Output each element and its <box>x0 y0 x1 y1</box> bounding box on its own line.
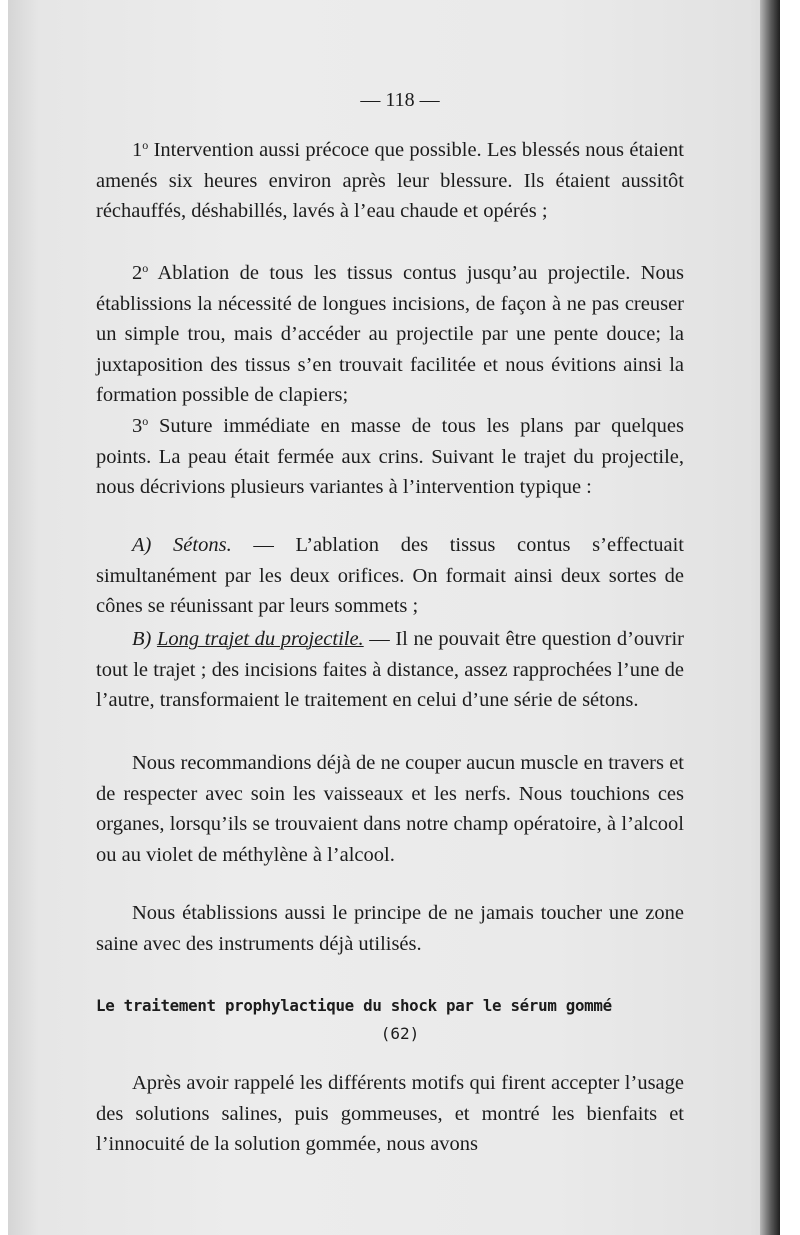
paragraph-text: Suture immédiate en masse de tous les plans par quelques points. La peau était fermée aux crins. Suivant le trajet du projectile, nous décrivions plusieurs variantes à l’intervention typique : <box>96 415 684 499</box>
page-edge-shadow <box>760 0 780 1235</box>
subsection-title: Long trajet du projectile. <box>156 628 364 650</box>
subsection-label: A) <box>132 534 152 556</box>
paragraph-muscles: Nous recommandions déjà de ne couper aucun muscle en travers et de respecter avec soin les vaisseaux et les nerfs. Nous touchions ces organes, lorsqu’ils se trouvaient dans notre champ opératoire, à l’alcool ou au violet de méthylène à l’alcool. <box>96 752 684 866</box>
paragraph-1 <box>96 130 684 227</box>
section-heading: Le traitement prophylactique du shock par le sérum gommé <box>96 996 612 1015</box>
subsection-label: B) <box>132 628 152 650</box>
paragraph-text: Intervention aussi précoce que possible. Les blessés nous étaient amenés six heures environ après leur blessure. Ils étaient aussitôt réchauffés, déshabillés, lavés à l’eau chaude et opérés ; <box>96 139 684 223</box>
paragraph-long-trajet <box>96 624 684 716</box>
paragraph-instruments: Nous établissions aussi le principe de ne jamais toucher une zone saine avec des instruments déjà utilisés. <box>96 902 684 955</box>
section-reference: (62) <box>380 1024 420 1043</box>
paragraph-setons <box>96 530 684 622</box>
paragraph-text: Ablation de tous les tissus contus jusqu’au projectile. Nous établissions la nécessité de longues incisions, de façon à ne pas creuser un simple trou, mais d’accéder au projectile par une pente douce; la juxtaposition des tissus s’en trouvait facilitée et nous évitions ainsi la formation possible de clapiers; <box>96 262 684 407</box>
paragraph-text: — Il ne pouvait être question d’ouvrir tout le trajet ; des incisions faites à distance, assez rapprochées l’une de l’autre, transformaient le traitement en celui d’une série de sétons. <box>96 628 684 712</box>
item-number: 2 <box>132 262 143 284</box>
item-ordinal: o <box>142 261 149 275</box>
page-number: — 118 — <box>360 89 440 111</box>
item-number: 1 <box>132 139 143 161</box>
item-number: 3 <box>132 415 143 437</box>
subsection-title: Sétons. <box>173 534 232 556</box>
item-ordinal: o <box>142 138 149 152</box>
paragraph-text: — L’ablation des tissus contus s’effectuait simultanément par les deux orifices. On formait ainsi deux sortes de cônes se réunissant par leurs sommets ; <box>96 534 685 618</box>
paragraph-2 <box>96 253 684 411</box>
paragraph-3 <box>96 406 684 503</box>
paragraph-shock: Après avoir rappelé les différents motifs qui firent accepter l’usage des solutions salines, puis gommeuses, et montré les bienfaits et l’innocuité de la solution gommée, nous avons <box>96 1072 684 1156</box>
item-ordinal: o <box>142 414 149 428</box>
